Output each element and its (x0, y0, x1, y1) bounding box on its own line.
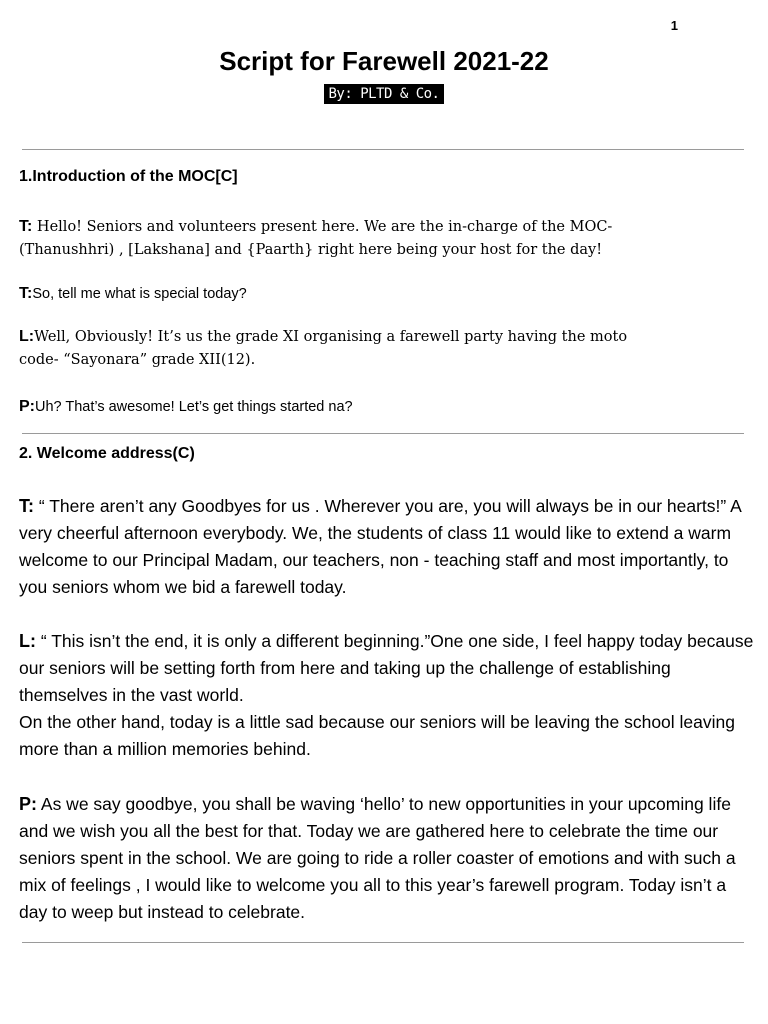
line-text: As we say goodbye, you shall be waving ‘hello’ to new opportunities in your upcoming life and we wish you all the best for that. Today we are gathered here to celebrate the time our seniors spent in the school. We are going to ride a roller coaster of emotions and with such a mix of feelings , I would like to welcome you all to this year’s farewell program. Today isn’t a day to weep but instead to celebrate. (19, 794, 736, 922)
line-text: “ There aren’t any Goodbyes for us . Wherever you are, you will always be in our hearts!” A very cheerful afternoon everybody. We, the students of class 11 would like to extend a warm welcome to our Principal Madam, our teachers, non - teaching staff and most importantly, to you seniors whom we bid a farewell today. (19, 496, 741, 597)
script-line (19, 282, 754, 306)
script-line (19, 395, 754, 419)
line-text: “ This isn’t the end, it is only a different beginning.”One one side, I feel happy today because our seniors will be setting forth from here and taking up the challenge of establishing themselves in the vast world. (19, 631, 754, 705)
speaker-label: T: (19, 218, 33, 235)
speaker-label: L: (19, 328, 35, 345)
line-text: Hello! Seniors and volunteers present here. We are the in-charge of the MOC-(Thanushhri) , [Lakshana] and {Paarth} right here being your host for the day! (19, 219, 613, 258)
section-1-heading: 1.Introduction of the MOC[C] (19, 168, 238, 185)
script-line (19, 325, 669, 372)
speaker-label: T: (19, 496, 34, 516)
page-title: Script for Farewell 2021-22 (219, 46, 549, 76)
divider (22, 149, 744, 150)
section-2-heading: 2. Welcome address(C) (19, 445, 195, 462)
divider (22, 942, 744, 943)
script-line (19, 493, 754, 601)
speaker-label: P: (19, 794, 37, 814)
line-text: So, tell me what is special today? (32, 286, 247, 302)
speaker-label: T: (19, 285, 33, 302)
speaker-label: L: (19, 631, 36, 651)
script-line (19, 215, 619, 262)
byline-container (0, 84, 768, 104)
divider (22, 433, 744, 434)
line-text: Well, Obviously! It’s us the grade XI organising a farewell party having the moto code- “Sayonara” grade XII(12). (19, 329, 628, 368)
script-line (19, 628, 754, 763)
page-number: 1 (670, 18, 678, 33)
byline: By: PLTD & Co. (324, 84, 443, 104)
script-line (19, 791, 754, 926)
line-continuation: On the other hand, today is a little sad because our seniors will be leaving the school leaving more than a million memories behind. (19, 712, 735, 759)
speaker-label: P: (19, 398, 35, 415)
line-text: Uh? That’s awesome! Let’s get things started na? (35, 399, 353, 415)
